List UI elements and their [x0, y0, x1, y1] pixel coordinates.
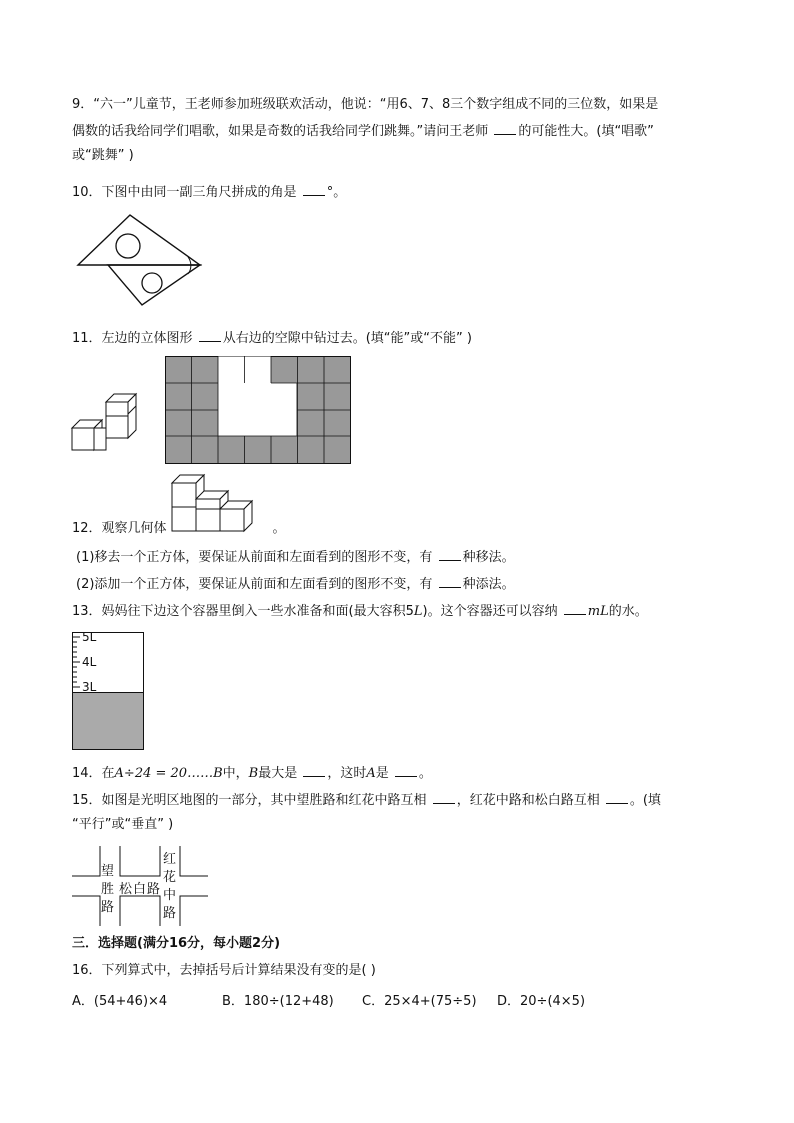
q11-stem	[72, 327, 472, 349]
q14-text-a: 14．在	[72, 766, 115, 781]
q10-text-a: 10．下图中由同一副三角尺拼成的角是	[72, 185, 301, 200]
q12-text-b: 。	[272, 521, 286, 536]
q13-blank[interactable]	[564, 600, 586, 615]
map-char-lu3: 路	[163, 906, 177, 921]
measuring-container	[72, 632, 144, 750]
q15-text-a: 15．如图是光明区地图的一部分，其中望胜路和红花中路互相	[72, 793, 431, 808]
q9-line1: 9．“六一”儿童节，王老师参加班级联欢活动，他说：“用6、7、8三个数字组成不同的三位数，如果是	[72, 97, 659, 112]
q12-sub1-text: (1)移去一个正方体，要保证从前面和左面看到的图形不变，有	[76, 550, 437, 565]
q12-sub2-text: (2)添加一个正方体，要保证从前面和左面看到的图形不变，有	[76, 577, 437, 592]
q13-unit-l: L	[413, 604, 423, 619]
q15-text-b: ，红花中路和松白路互相	[456, 793, 604, 808]
q12-sub1-blank[interactable]	[439, 546, 461, 561]
q9-line2	[72, 120, 654, 142]
q14-text-c: 最大是	[258, 766, 302, 781]
q14-blank-a[interactable]	[395, 762, 417, 777]
scale-label-4l: 4L	[82, 655, 97, 669]
q14-var-b: B	[248, 766, 259, 781]
q14-stem	[72, 762, 432, 784]
q13-stem	[72, 600, 648, 622]
q9-blank[interactable]	[494, 120, 516, 135]
q16-option-b[interactable]: B．180÷(12+48)	[222, 994, 334, 1009]
q14-var-a: A	[366, 766, 376, 781]
set-square-figure	[70, 210, 210, 310]
q9-line3: 或“跳舞” )	[72, 148, 134, 163]
q16-option-a[interactable]: A．(54+46)×4	[72, 994, 168, 1009]
map-char-sheng: 胜	[101, 882, 115, 897]
q15-line2: “平行”或“垂直” )	[72, 817, 174, 832]
scale-label-5l: 5L	[82, 630, 97, 644]
q11-cube-solid	[70, 390, 142, 454]
q15-line1	[72, 789, 661, 811]
q14-blank-b[interactable]	[303, 762, 325, 777]
map-char-zhong: 中	[163, 888, 177, 903]
q10-text-b: °。	[326, 185, 347, 200]
q9-line2a: 偶数的话我给同学们唱歌，如果是奇数的话我给同学们跳舞。”请问王老师	[72, 124, 493, 139]
q14-text-f: 。	[418, 766, 432, 781]
map-char-wang: 望	[101, 864, 115, 879]
q11-text-b: 从右边的空隙中钻过去。(填“能”或“不能” )	[222, 331, 472, 346]
section-3-heading: 三．选择题(满分16分，每小题2分)	[72, 936, 281, 951]
q13-text-b: )。这个容器还可以容纳	[422, 604, 562, 619]
q12-sub1	[76, 546, 515, 568]
q16-option-c[interactable]: C．25×4+(75÷5)	[362, 994, 477, 1009]
q12-stem	[72, 519, 286, 539]
q15-blank-1[interactable]	[433, 789, 455, 804]
q16-stem: 16．下列算式中，去掉括号后计算结果没有变的是( )	[72, 963, 376, 978]
q11-text-a: 11．左边的立体图形	[72, 331, 197, 346]
q9-line2b: 的可能性大。(填“唱歌”	[518, 124, 654, 139]
upper-triangle-hole	[116, 234, 140, 258]
scale-ticks	[73, 633, 81, 695]
q13-unit-ml: mL	[587, 604, 609, 619]
q12-sub2-tail: 种添法。	[462, 577, 515, 592]
map-char-lu1: 路	[101, 900, 115, 915]
q10-stem	[72, 181, 346, 203]
q11-gap-grid	[165, 356, 351, 464]
q13-text-c: 的水。	[608, 604, 648, 619]
q14-text-d: ，这时	[327, 766, 367, 781]
map-char-lu2: 路	[147, 882, 161, 897]
map-char-hua: 花	[163, 870, 177, 885]
q12-sub1-tail: 种移法。	[462, 550, 515, 565]
q14-text-e: 是	[375, 766, 393, 781]
q14-text-b: 中，	[222, 766, 249, 781]
q15-text-c: 。(填	[629, 793, 661, 808]
q14-equation: A÷24 = 20……B	[114, 766, 223, 781]
q10-blank[interactable]	[303, 181, 325, 196]
road-map	[72, 846, 208, 926]
lower-triangle	[108, 265, 200, 305]
water-level	[73, 692, 143, 749]
q15-blank-2[interactable]	[606, 789, 628, 804]
q11-blank[interactable]	[199, 327, 221, 342]
q16-option-d[interactable]: D．20÷(4×5)	[497, 994, 586, 1009]
lower-triangle-hole	[142, 273, 162, 293]
scale-label-3l: 3L	[82, 680, 97, 694]
q12-sub2	[76, 573, 515, 595]
q12-sub2-blank[interactable]	[439, 573, 461, 588]
q12-text-a: 12．观察几何体	[72, 521, 167, 536]
map-char-hong: 红	[163, 852, 177, 867]
map-char-bai: 白	[133, 882, 147, 897]
q13-text-a: 13．妈妈往下边这个容器里倒入一些水准备和面(最大容积5	[72, 604, 414, 619]
map-char-song: 松	[119, 882, 133, 897]
